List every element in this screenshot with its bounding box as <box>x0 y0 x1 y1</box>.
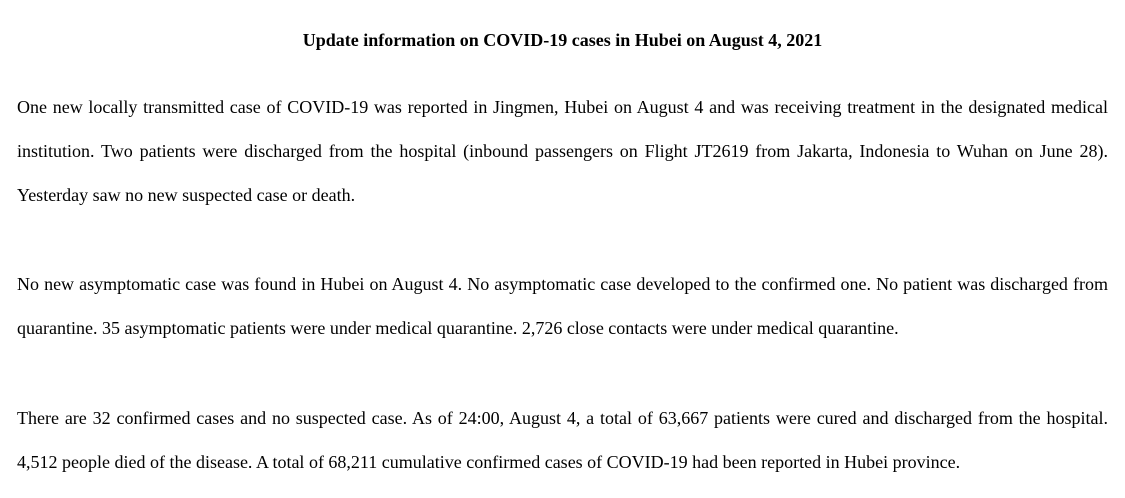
paragraph-new-cases: One new locally transmitted case of COVID-19 was reported in Jingmen, Hubei on August 4 and was receiving treatment in the designated medical institution. Two patients were discharged from the hospital (inbound passengers on Flight JT2619 from Jakarta, Indonesia to Wuhan on June 28). Yesterday saw no new suspected case or death. <box>17 97 1108 205</box>
document-title: Update information on COVID-19 cases in Hubei on August 4, 2021 <box>302 30 823 50</box>
paragraph-asymptomatic: No new asymptomatic case was found in Hubei on August 4. No asymptomatic case developed to the confirmed one. No patient was discharged from quarantine. 35 asymptomatic patients were under medical quarantine. 2,726 close contacts were under medical quarantine. <box>17 274 1108 338</box>
paragraph-cumulative: There are 32 confirmed cases and no suspected case. As of 24:00, August 4, a total of 63,667 patients were cured and discharged from the hospital. 4,512 people died of the disease. A total of 68,211 cumulative confirmed cases of COVID-19 had been reported in Hubei province. <box>17 408 1108 472</box>
